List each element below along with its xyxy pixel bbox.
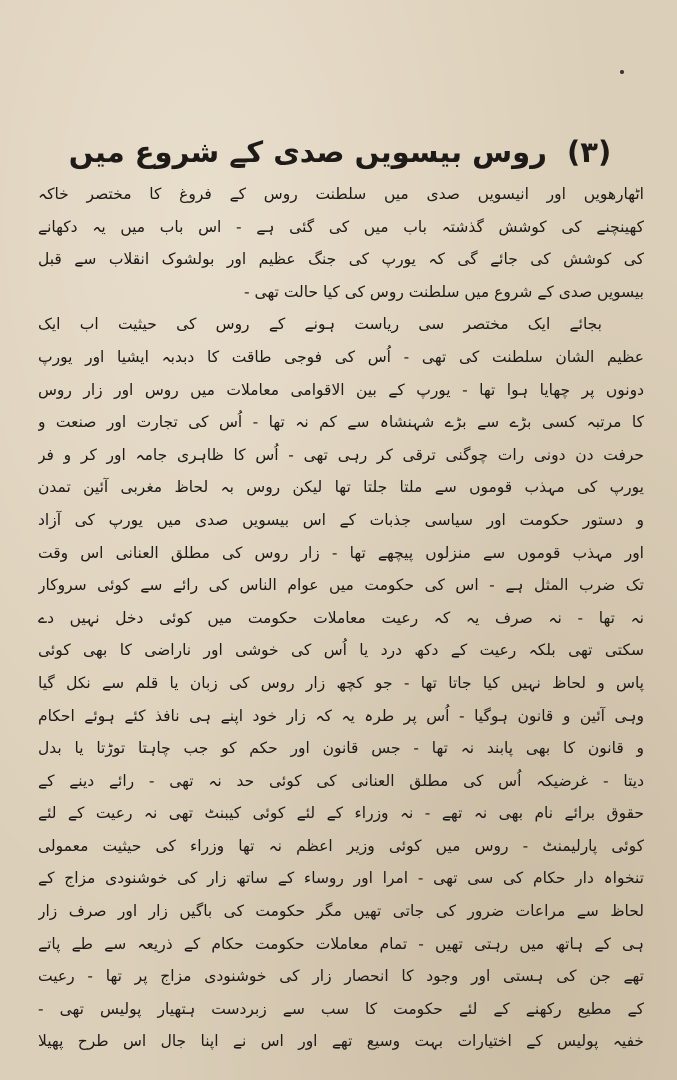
chapter-title: روس بیسویں صدی کے شروع میں <box>68 135 547 169</box>
text-line: دونوں پر چھایا ہوا تھا - یورپ کے بین الاقوامی معاملات میں روس اور زار روس <box>38 380 644 399</box>
text-line: اور مہذب قوموں سے منزلوں پیچھے تھا - زار روس کی مطلق العنانی اس وقت <box>38 543 644 562</box>
text-line: کوئی پارلیمنٹ - روس میں کوئی وزیر اعظم نہ تھا وزراء کی حیثیت معمولی <box>38 836 644 855</box>
chapter-heading <box>60 128 620 176</box>
text-line: بجائے ایک مختصر سی ریاست ہونے کے روس کی حیثیت اب ایک <box>38 315 602 334</box>
text-line: و دستور حکومت اور سیاسی جذبات کے اس بیسویں صدی میں یورپ کی آزاد <box>38 510 644 529</box>
text-line: سکتی تھی بلکہ رعیت کے دکھ درد یا اُس کی خوشی اور ناراضی کا بھی کوئی <box>38 641 644 660</box>
text-line: کا مرتبہ کسی بڑے سے بڑے شہنشاہ سے کم نہ تھا - اُس کی تجارت اور صنعت و <box>38 413 644 432</box>
text-line: کھینچنے کی کوشش گذشتہ باب میں کی گئی ہے - اس باب میں یہ دکھانے <box>38 217 644 236</box>
text-line: تھے جن کی ہستی اور وجود کا انحصار زار کی خوشنودی مزاج پر تھا - رعیت <box>38 967 644 986</box>
text-line: دیتا - غرضیکہ اُس کی مطلق العنانی کی کوئی حد نہ تھی - رائے دینے کے <box>38 771 644 790</box>
page-mark-dot <box>620 70 624 74</box>
text-line: و قانون کا بھی پابند نہ تھا - جس قانون اور حکم کو جب چاہتا توڑتا یا بدل <box>38 739 644 758</box>
text-line: کے مطیع رکھنے کے لئے حکومت کا سب سے زبردست ہتھیار پولیس تھی - <box>38 999 644 1018</box>
text-line: یورپ کی مہذب قوموں سے ملتا جلتا تھا لیکن روس بہ لحاظ مغربی آئین تمدن <box>38 478 644 497</box>
text-line: پاس و لحاظ نہیں کیا جاتا تھا - جو کچھ زار روس کی زبان یا قلم سے نکل گیا <box>38 673 644 692</box>
text-line: کی کوشش کی جائے گی کہ یورپ کی جنگ عظیم اور بولشوک انقلاب سے قبل <box>38 250 644 269</box>
text-line: بیسویں صدی کے شروع میں سلطنت روس کی کیا حالت تھی - <box>244 282 644 301</box>
text-line: عظیم الشان سلطنت کی تھی - اُس کی فوجی طاقت کا دبدبہ ایشیا اور یورپ <box>38 347 644 366</box>
text-line: ہی کے ہاتھ میں رہتی تھیں - تمام معاملات حکومت حکام کے ذریعہ سے طے پاتے <box>38 934 644 953</box>
text-line: حقوق برائے نام بھی نہ تھے - نہ وزراء کے لئے کوئی کیبنٹ تھی نہ رعیت کے لئے <box>38 804 644 823</box>
chapter-number: (۳) <box>567 135 612 169</box>
text-line: خفیہ پولیس کے اختیارات بہت وسیع تھے اور اس نے اپنا جال اس طرح پھیلا <box>38 1032 644 1051</box>
text-line: تک ضرب المثل ہے - اس کی حکومت میں عوام الناس کی رائے سے کوئی سروکار <box>38 576 644 595</box>
text-line: تنخواہ دار حکام کی سی تھی - امرا اور روساء کے ساتھ زار کی خوشنودی مزاج کے <box>38 869 644 888</box>
text-line: حرفت دن دونی رات چوگنی ترقی کر رہی تھی - اُس کا ظاہری جامہ اور کر و فر <box>38 445 644 464</box>
text-line: لحاظ سے مراعات ضرور کی جاتی تھیں مگر حکومت کی باگیں زار اور صرف زار <box>38 902 644 921</box>
body-text <box>38 178 644 1058</box>
text-line: وہی آئین و قانون ہوگیا - اُس پر طرہ یہ کہ زار خود اپنے ہی نافذ کئے ہوئے احکام <box>38 706 644 725</box>
text-line: اٹھارھویں اور انیسویں صدی میں سلطنت روس کے فروغ کا مختصر خاکہ <box>38 185 644 203</box>
text-line: نہ تھا - نہ صرف یہ کہ رعیت معاملات حکومت میں کوئی دخل نہیں دے <box>38 608 644 627</box>
